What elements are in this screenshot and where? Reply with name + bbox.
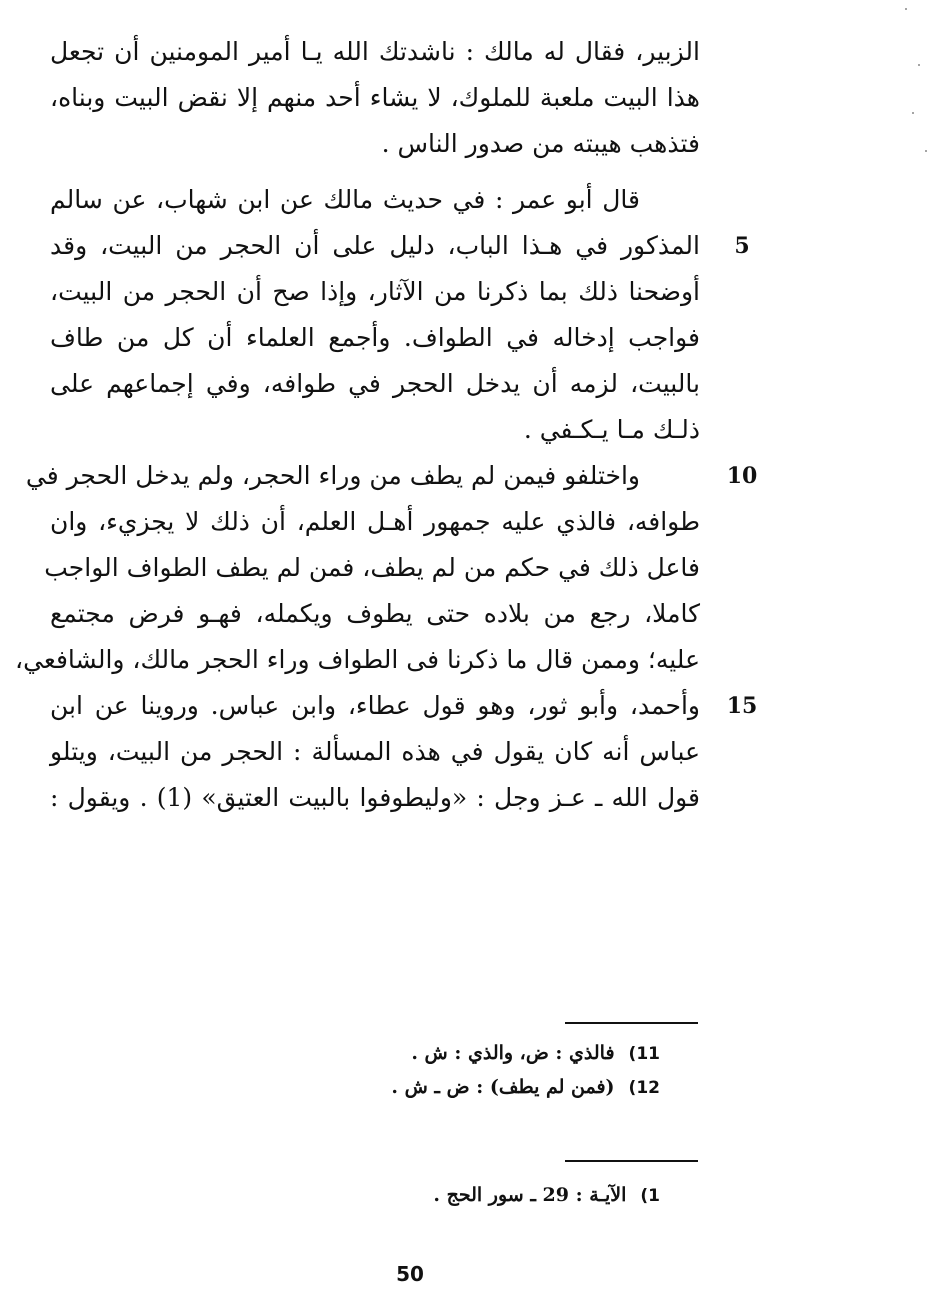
footnote-text: الآيـة : 29 ـ سور الحج . [433,1184,627,1206]
line-number: 10 [726,463,758,489]
note-number: 11) [628,1044,660,1064]
notes-divider [565,1022,698,1024]
text-line: عليه؛ وممن قال ما ذكرنا فى الطواف وراء الحجر مالك، والشافعي، [15,645,700,674]
footnote-divider [565,1160,698,1162]
text-line: واختلفو فيمن لم يطف من وراء الحجر، ولم يدخل الحجر في [25,461,640,490]
text-line: وأحمد، وأبو ثور، وهو قول عطاء، وابن عباس. وروينا عن ابن [50,691,700,720]
line-number: 5 [734,233,750,259]
text-line: كاملا، رجع من بلاده حتى يطوف ويكمله، فهـو فرض مجتمع [50,599,700,628]
footnote-number: 1) [640,1186,660,1206]
footnote [300,1178,660,1212]
scan-speck [905,8,907,10]
line-number: 15 [726,693,758,719]
note-text: فالذي : ض، والذي : ش . [411,1042,615,1064]
page-number: 50 [396,1262,424,1286]
text-line: هذا البيت ملعبة للملوك، لا يشاء أحد منهم إلا نقض البيت وبناه، [50,83,700,112]
text-line: الزبير، فقال له مالك : ناشدتك الله يـا أمير المومنين أن تجعل [50,37,700,66]
text-line: بالبيت، لزمه أن يدخل الحجر في طوافه، وفي إجماعهم على [50,369,700,398]
variant-note [300,1070,660,1104]
text-line: فاعل ذلك في حكم من لم يطف، فمن لم يطف الطواف الواجب [44,553,700,582]
note-number: 12) [628,1078,660,1098]
text-line: عباس أنه كان يقول في هذه المسألة : الحجر من البيت، ويتلو [50,737,700,766]
text-line: فتذهب هيبته من صدور الناس . [381,129,700,158]
text-line: قول الله ـ عـز وجل : «وليطوفوا بالبيت العتيق» (1) . ويقول : [50,783,700,812]
text-line: أوضحنا ذلك بما ذكرنا من الآثار، وإذا صح أن الحجر من البيت، [50,277,700,306]
text-line: طوافه، فالذي عليه جمهور أهـل العلم، أن ذلك لا يجزيء، وان [50,507,700,536]
note-text: (فمن لم يطف) : ض ـ ش . [391,1076,615,1098]
scan-speck [912,112,914,114]
scan-speck [918,64,920,66]
text-line: فواجب إدخاله في الطواف. وأجمع العلماء أن كل من طاف [50,323,700,352]
variant-note [300,1036,660,1070]
scan-speck [925,150,927,152]
text-line: ذلـك مـا يـكـفي . [523,415,700,444]
text-line: قال أبو عمر : في حديث مالك عن ابن شهاب، عن سالم [50,185,640,214]
text-line: المذكور في هـذا الباب، دليل على أن الحجر من البيت، وقد [50,231,700,260]
